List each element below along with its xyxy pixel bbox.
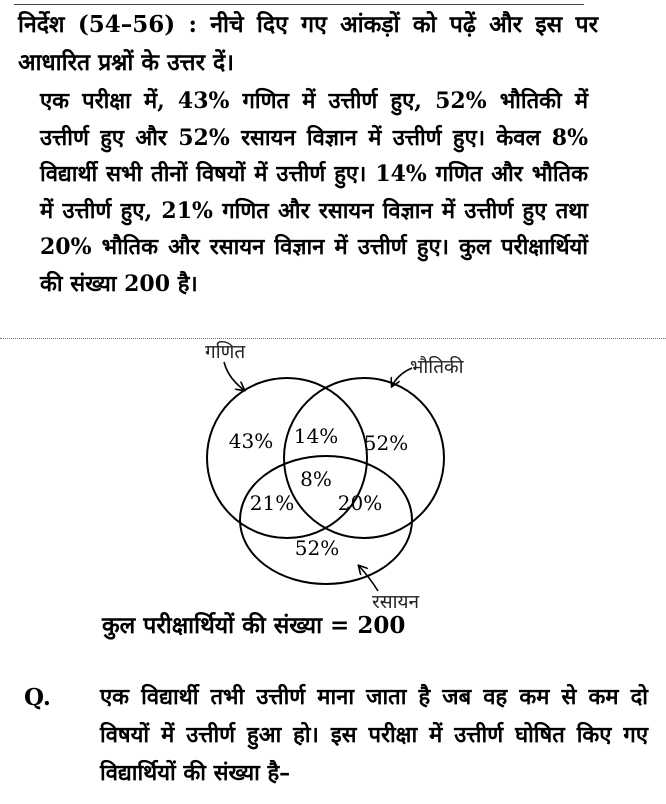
venn-diagram [0,330,666,620]
math-chemistry-value: 21% [249,491,295,515]
question-label: Q. [24,684,51,711]
all-three-value: 8% [300,467,332,491]
data-passage: एक परीक्षा में, 43% गणित में उत्तीर्ण हुए, 52% भौतिकी में उत्तीर्ण हुए और 52% रसायन विज्ञान में उत्तीर्ण हुए। केवल 8% विद्यार्थी सभी तीनों विषयों में उत्तीर्ण हुए। 14% गणित और भौतिक में उत्तीर्ण हुए, 21% गणित और रसायन विज्ञान में उत्तीर्ण हुए तथा 20% भौतिक और रसायन विज्ञान में उत्तीर्ण हुए। कुल परीक्षार्थियों की संख्या 200 है। [40,88,588,297]
math-label: गणित [205,341,246,363]
chemistry-label: रसायन [372,591,420,613]
physics-chemistry-value: 20% [337,491,383,515]
chemistry-only-value: 52% [294,536,340,560]
top-rule [14,4,584,5]
math-arrow [224,362,244,390]
math-only-value: 43% [228,429,274,453]
question-text: एक विद्यार्थी तभी उत्तीर्ण माना जाता है जब वह कम से कम दो विषयों में उत्तीर्ण हुआ हो। इस परीक्षा में उत्तीर्ण घोषित किए गए विद्यार्थियों की संख्या है– [100,684,648,786]
directions-heading: निर्देश (54–56) : नीचे दिए गए आंकड़ों को पढ़ें और इस पर आधारित प्रश्नों के उत्तर दें। [18,11,598,76]
math-physics-value: 14% [293,424,339,448]
physics-only-value: 52% [363,431,409,455]
physics-label: भौतिकी [410,356,464,378]
total-candidates-caption: कुल परीक्षार्थियों की संख्या = 200 [102,612,406,639]
